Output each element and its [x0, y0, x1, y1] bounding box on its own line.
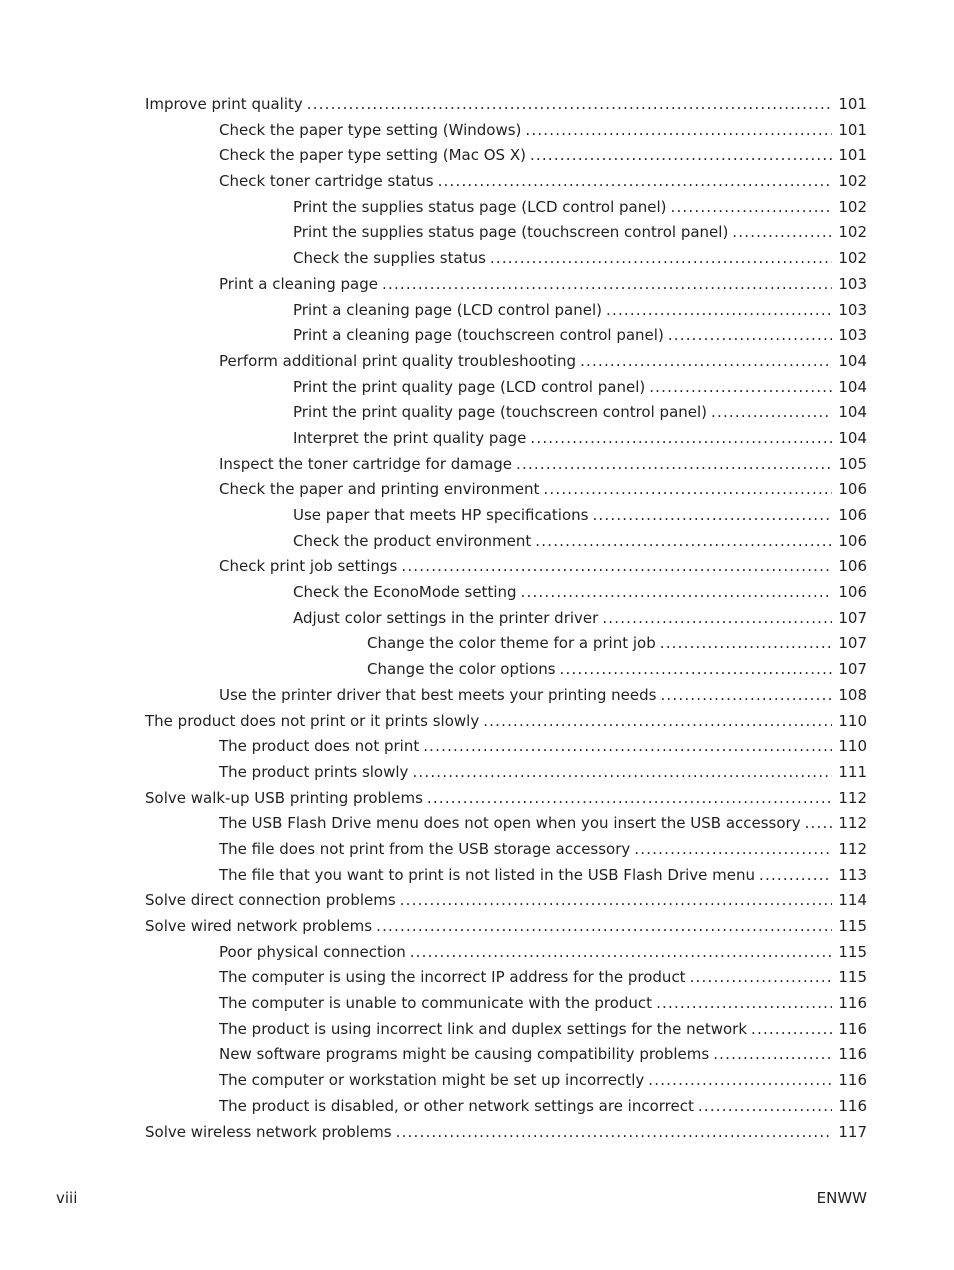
toc-entry-page: 101 [832, 92, 867, 118]
toc-entry[interactable] [145, 811, 867, 837]
toc-entry-page: 103 [832, 298, 867, 324]
toc-entry-title: The computer or workstation might be set up incorrectly [219, 1068, 648, 1094]
toc-entry-page: 116 [832, 1042, 867, 1068]
toc-entry-title: The product does not print or it prints slowly [145, 709, 483, 735]
toc-entry[interactable] [145, 709, 867, 735]
toc-entry-page: 116 [832, 1094, 867, 1120]
toc-entry-page: 112 [832, 786, 867, 812]
toc-dot-leader [521, 580, 833, 606]
toc-entry-title: Check the paper type setting (Mac OS X) [219, 143, 530, 169]
toc-dot-leader [382, 272, 832, 298]
toc-dot-leader [713, 1042, 832, 1068]
toc-entry[interactable] [145, 683, 867, 709]
toc-entry-page: 104 [832, 426, 867, 452]
toc-dot-leader [525, 118, 832, 144]
toc-dot-leader [660, 631, 833, 657]
toc-entry[interactable] [145, 965, 867, 991]
toc-entry-page: 102 [832, 220, 867, 246]
toc-entry-title: Print the supplies status page (LCD control panel) [293, 195, 671, 221]
toc-entry-title: Print a cleaning page (LCD control panel) [293, 298, 606, 324]
toc-entry-title: Use the printer driver that best meets your printing needs [219, 683, 660, 709]
toc-entry[interactable] [145, 734, 867, 760]
toc-dot-leader [580, 349, 832, 375]
toc-entry[interactable] [145, 554, 867, 580]
toc-entry-page: 101 [832, 118, 867, 144]
toc-entry-page: 116 [832, 991, 867, 1017]
toc-entry-title: Print a cleaning page (touchscreen control panel) [293, 323, 668, 349]
toc-dot-leader [490, 246, 832, 272]
toc-dot-leader [410, 940, 833, 966]
toc-entry-page: 107 [832, 606, 867, 632]
toc-entry[interactable] [145, 760, 867, 786]
toc-entry-title: The computer is using the incorrect IP address for the product [219, 965, 690, 991]
toc-dot-leader [668, 323, 833, 349]
toc-dot-leader [649, 375, 832, 401]
toc-entry-page: 116 [832, 1017, 867, 1043]
toc-entry-page: 115 [832, 940, 867, 966]
toc-entry[interactable] [145, 1120, 867, 1146]
toc-entry-title: The product is disabled, or other network settings are incorrect [219, 1094, 698, 1120]
toc-entry-title: New software programs might be causing compatibility problems [219, 1042, 713, 1068]
toc-entry-page: 105 [832, 452, 867, 478]
toc-entry-page: 117 [832, 1120, 867, 1146]
toc-entry-title: The product does not print [219, 734, 423, 760]
toc-dot-leader [602, 606, 832, 632]
toc-entry[interactable] [145, 143, 867, 169]
toc-entry-page: 115 [832, 914, 867, 940]
toc-dot-leader [698, 1094, 832, 1120]
toc-dot-leader [307, 92, 833, 118]
toc-entry[interactable] [145, 657, 867, 683]
toc-entry-title: Check the paper and printing environment [219, 477, 543, 503]
toc-entry-title: Check toner cartridge status [219, 169, 438, 195]
toc-dot-leader [530, 143, 832, 169]
toc-entry[interactable] [145, 837, 867, 863]
toc-entry-title: Check print job settings [219, 554, 401, 580]
toc-dot-leader [606, 298, 832, 324]
toc-dot-leader [751, 1017, 832, 1043]
toc-dot-leader [656, 991, 832, 1017]
toc-entry[interactable] [145, 477, 867, 503]
toc-entry-title: Check the paper type setting (Windows) [219, 118, 525, 144]
toc-entry-page: 107 [832, 657, 867, 683]
toc-entry-title: The file that you want to print is not listed in the USB Flash Drive menu [219, 863, 759, 889]
toc-entry-page: 104 [832, 349, 867, 375]
toc-entry-title: Solve wireless network problems [145, 1120, 396, 1146]
table-of-contents [145, 92, 867, 1145]
toc-entry[interactable] [145, 1068, 867, 1094]
toc-entry-page: 103 [832, 323, 867, 349]
toc-dot-leader [401, 554, 832, 580]
toc-entry[interactable] [145, 1017, 867, 1043]
toc-entry-title: Print the supplies status page (touchscreen control panel) [293, 220, 732, 246]
toc-entry-page: 102 [832, 169, 867, 195]
toc-dot-leader [376, 914, 832, 940]
toc-dot-leader [805, 811, 833, 837]
toc-entry[interactable] [145, 914, 867, 940]
toc-entry[interactable] [145, 195, 867, 221]
toc-entry-title: Check the EconoMode setting [293, 580, 521, 606]
toc-entry[interactable] [145, 272, 867, 298]
toc-entry[interactable] [145, 298, 867, 324]
toc-entry[interactable] [145, 400, 867, 426]
toc-entry-page: 106 [832, 529, 867, 555]
toc-entry[interactable] [145, 529, 867, 555]
toc-entry[interactable] [145, 580, 867, 606]
toc-entry[interactable] [145, 631, 867, 657]
toc-dot-leader [483, 709, 832, 735]
toc-entry-title: Change the color options [367, 657, 560, 683]
footer-page-number: viii [56, 1189, 78, 1207]
toc-dot-leader [759, 863, 832, 889]
toc-entry-page: 101 [832, 143, 867, 169]
toc-entry[interactable] [145, 323, 867, 349]
toc-dot-leader [543, 477, 832, 503]
footer-label: ENWW [816, 1189, 867, 1207]
toc-entry-title: Poor physical connection [219, 940, 410, 966]
toc-dot-leader [592, 503, 832, 529]
toc-dot-leader [660, 683, 832, 709]
toc-entry[interactable] [145, 349, 867, 375]
toc-entry-title: The product is using incorrect link and duplex settings for the network [219, 1017, 751, 1043]
toc-entry[interactable] [145, 940, 867, 966]
toc-entry-title: Improve print quality [145, 92, 307, 118]
toc-entry-page: 107 [832, 631, 867, 657]
toc-entry-page: 116 [832, 1068, 867, 1094]
toc-entry-page: 102 [832, 195, 867, 221]
toc-entry[interactable] [145, 1042, 867, 1068]
toc-dot-leader [400, 888, 833, 914]
toc-entry-page: 104 [832, 400, 867, 426]
toc-entry[interactable] [145, 246, 867, 272]
toc-entry-title: Print a cleaning page [219, 272, 382, 298]
toc-entry[interactable] [145, 991, 867, 1017]
toc-entry-title: Print the print quality page (LCD control panel) [293, 375, 649, 401]
toc-entry-page: 106 [832, 477, 867, 503]
toc-dot-leader [412, 760, 832, 786]
toc-entry[interactable] [145, 606, 867, 632]
toc-entry[interactable] [145, 863, 867, 889]
toc-entry[interactable] [145, 1094, 867, 1120]
toc-entry[interactable] [145, 220, 867, 246]
toc-dot-leader [396, 1120, 833, 1146]
toc-entry-page: 106 [832, 503, 867, 529]
toc-entry[interactable] [145, 118, 867, 144]
toc-entry-title: Interpret the print quality page [293, 426, 530, 452]
toc-dot-leader [690, 965, 833, 991]
toc-entry-page: 110 [832, 709, 867, 735]
toc-entry-title: The computer is unable to communicate with the product [219, 991, 656, 1017]
toc-entry[interactable] [145, 426, 867, 452]
toc-entry-title: Solve direct connection problems [145, 888, 400, 914]
toc-entry-title: Adjust color settings in the printer driver [293, 606, 602, 632]
toc-entry-title: Inspect the toner cartridge for damage [219, 452, 516, 478]
toc-entry-title: Print the print quality page (touchscreen control panel) [293, 400, 711, 426]
toc-dot-leader [535, 529, 832, 555]
toc-entry[interactable] [145, 888, 867, 914]
toc-entry-page: 102 [832, 246, 867, 272]
toc-entry-page: 103 [832, 272, 867, 298]
toc-entry[interactable] [145, 375, 867, 401]
toc-dot-leader [648, 1068, 832, 1094]
toc-entry-page: 115 [832, 965, 867, 991]
toc-dot-leader [438, 169, 833, 195]
toc-entry-page: 108 [832, 683, 867, 709]
toc-dot-leader [671, 195, 833, 221]
toc-entry-page: 112 [832, 811, 867, 837]
toc-entry-title: Perform additional print quality troubleshooting [219, 349, 580, 375]
toc-dot-leader [560, 657, 833, 683]
toc-entry-title: Solve wired network problems [145, 914, 376, 940]
toc-dot-leader [427, 786, 832, 812]
toc-dot-leader [530, 426, 832, 452]
toc-dot-leader [732, 220, 832, 246]
toc-dot-leader [516, 452, 832, 478]
toc-entry-page: 114 [832, 888, 867, 914]
toc-entry-page: 112 [832, 837, 867, 863]
toc-entry-title: The file does not print from the USB storage accessory [219, 837, 634, 863]
toc-dot-leader [634, 837, 832, 863]
toc-entry[interactable] [145, 786, 867, 812]
toc-entry-page: 110 [832, 734, 867, 760]
toc-dot-leader [423, 734, 832, 760]
toc-entry-page: 106 [832, 554, 867, 580]
toc-entry-title: Change the color theme for a print job [367, 631, 660, 657]
toc-entry-page: 106 [832, 580, 867, 606]
toc-entry-title: Solve walk-up USB printing problems [145, 786, 427, 812]
toc-entry-title: The product prints slowly [219, 760, 412, 786]
toc-entry[interactable] [145, 92, 867, 118]
toc-entry-page: 113 [832, 863, 867, 889]
toc-entry[interactable] [145, 169, 867, 195]
toc-entry-title: The USB Flash Drive menu does not open when you insert the USB accessory [219, 811, 805, 837]
toc-entry-page: 111 [832, 760, 867, 786]
toc-entry[interactable] [145, 452, 867, 478]
toc-entry-title: Use paper that meets HP specifications [293, 503, 592, 529]
toc-entry-page: 104 [832, 375, 867, 401]
toc-entry-title: Check the product environment [293, 529, 535, 555]
toc-entry[interactable] [145, 503, 867, 529]
toc-entry-title: Check the supplies status [293, 246, 490, 272]
toc-dot-leader [711, 400, 832, 426]
